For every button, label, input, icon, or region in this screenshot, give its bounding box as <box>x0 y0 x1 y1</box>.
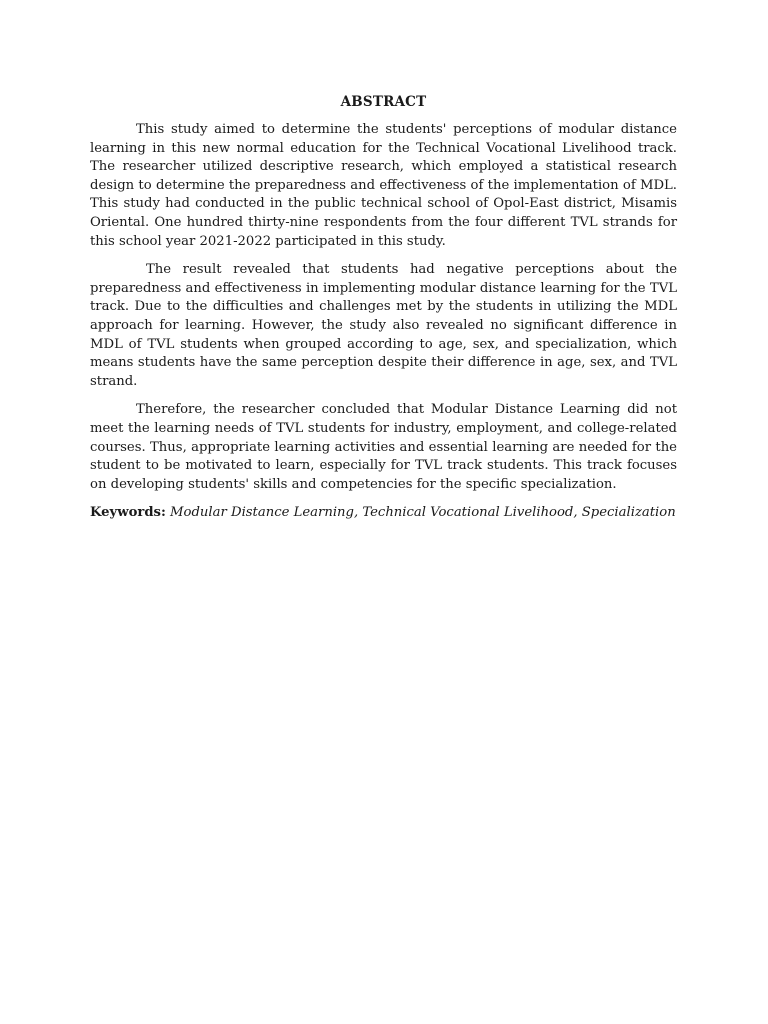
abstract-paragraph-1: This study aimed to determine the students' perceptions of modular distance learning in this new normal education for the Technical Vocational Livelihood track. The researcher utilized descriptive research, which employed a statistical research design to determine the preparedness and effectiveness of the implementation of MDL. This study had conducted in the public technical school of Opol-East district, Misamis Oriental. One hundred thirty-nine respondents from the four different TVL strands for this school year 2021-2022 participated in this study. <box>90 122 677 249</box>
document-page <box>90 0 677 523</box>
abstract-paragraph-3: Therefore, the researcher concluded that Modular Distance Learning did not meet the learning needs of TVL students for industry, employment, and college-related courses. Thus, appropriate learning activities and essential learning are needed for the student to be motivated to learn, especially for TVL track students. This track focuses on developing students' skills and competencies for the specific specialization. <box>90 402 677 492</box>
abstract-paragraph-2: The result revealed that students had negative perceptions about the preparedness and effectiveness in implementing modular distance learning for the TVL track. Due to the difficulties and challenges met by the students in utilizing the MDL approach for learning. However, the study also revealed no significant difference in MDL of TVL students when grouped according to age, sex, and specialization, which means students have the same perception despite their difference in age, sex, and TVL strand. <box>90 262 677 389</box>
abstract-title: ABSTRACT <box>340 94 427 110</box>
keywords-line <box>90 504 677 523</box>
keywords-text: Modular Distance Learning, Technical Vocational Livelihood, Specialization <box>170 505 676 521</box>
keywords-label: Keywords: <box>90 505 166 521</box>
